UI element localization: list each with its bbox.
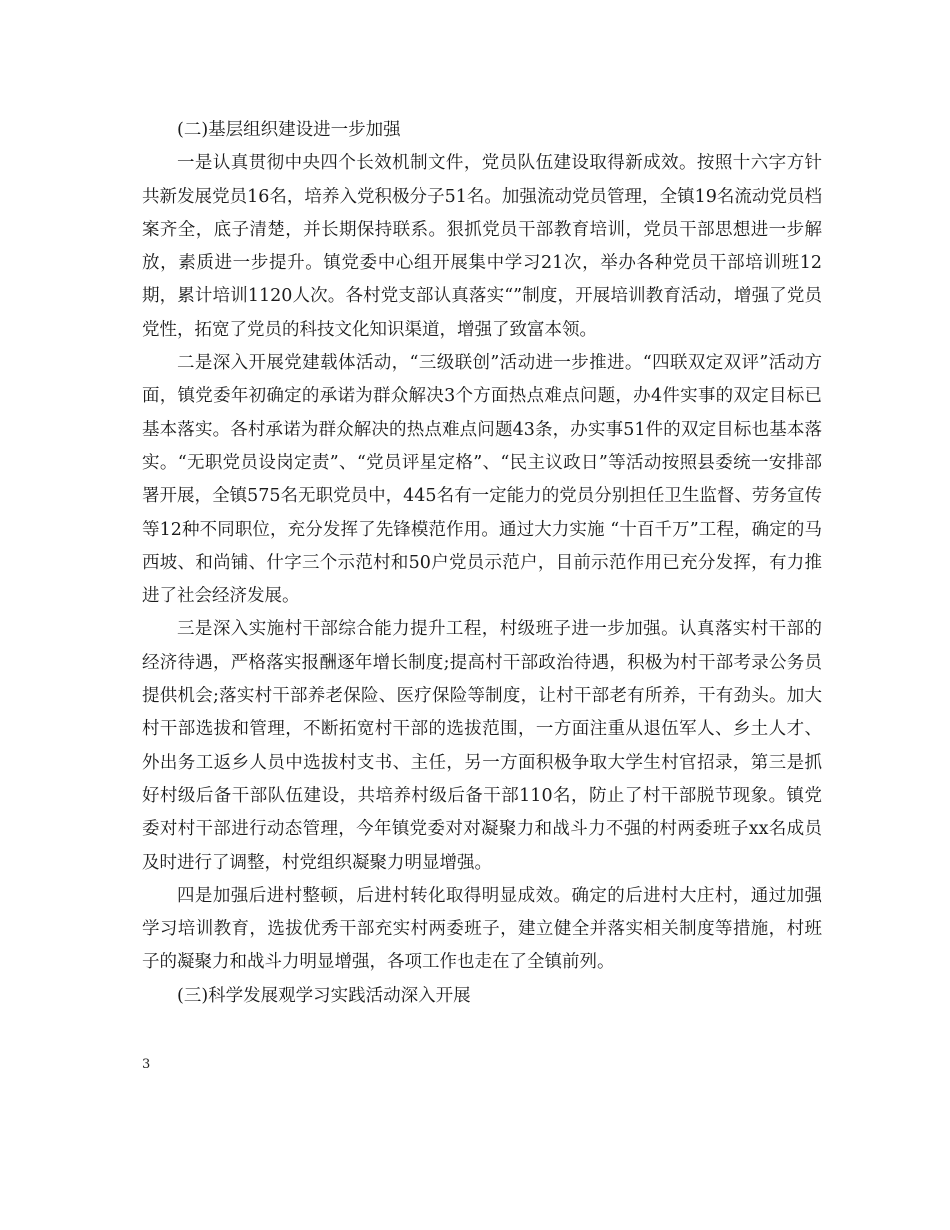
document-body xyxy=(142,114,822,1013)
page-number: 3 xyxy=(142,1057,151,1072)
paragraph-party-activities: 二是深入开展党建载体活动，“三级联创”活动进一步推进。“四联双定双评”活动方面，镇党委年初确定的承诺为群众解决3个方面热点难点问题，办4件实事的双定目标已基本落实。各村承诺为群众解决的热点难点问题43条，办实事51件的双定目标也基本落实。“无职党员设岗定责”、“党员评星定格”、“民主议政日”等活动按照县委统一安排部署开展，全镇575名无职党员中，445名有一定能力的党员分别担任卫生监督、劳务宣传等12种不同职位，充分发挥了先锋模范作用。通过大力实施 “十百千万”工程，确定的马西坡、和尚铺、什字三个示范村和50户党员示范户，目前示范作用已充分发挥，有力推进了社会经济发展。 xyxy=(142,353,822,607)
paragraph-party-members: 一是认真贯彻中央四个长效机制文件，党员队伍建设取得新成效。按照十六字方针共新发展党员16名，培养入党积极分子51名。加强流动党员管理，全镇19名流动党员档案齐全，底子清楚，并长期保持联系。狠抓党员干部教育培训，党员干部思想进一步解放，素质进一步提升。镇党委中心组开展集中学习21次，举办各种党员干部培训班12 期，累计培训1120人次。各村党支部认真落实“”制度，开展培训教育活动，增强了党员党性，拓宽了党员的科技文化知识渠道，增强了致富本领。 xyxy=(142,153,822,340)
paragraph-backward-villages: 四是加强后进村整顿，后进村转化取得明显成效。确定的后进村大庄村，通过加强学习培训教育，选拔优秀干部充实村两委班子，建立健全并落实相关制度等措施，村班子的凝聚力和战斗力明显增强，各项工作也走在了全镇前列。 xyxy=(142,885,822,973)
paragraph-village-cadres: 三是深入实施村干部综合能力提升工程，村级班子进一步加强。认真落实村干部的经济待遇，严格落实报酬逐年增长制度;提高村干部政治待遇，积极为村干部考录公务员提供机会;落实村干部养老保险、医疗保险等制度，让村干部老有所养，干有劲头。加大村干部选拔和管理，不断拓宽村干部的选拔范围，一方面注重从退伍军人、乡土人才、外出务工返乡人员中选拔村支书、主任，另一方面积极争取大学生村官招录，第三是抓好村级后备干部队伍建设，共培养村级后备干部110名，防止了村干部脱节现象。镇党委对村干部进行动态管理，今年镇党委对对凝聚力和战斗力不强的村两委班子xx名成员及时进行了调整，村党组织凝聚力明显增强。 xyxy=(142,619,822,873)
section-heading-3: (三)科学发展观学习实践活动深入开展 xyxy=(177,985,471,1006)
section-heading-2: (二)基层组织建设进一步加强 xyxy=(177,120,401,140)
